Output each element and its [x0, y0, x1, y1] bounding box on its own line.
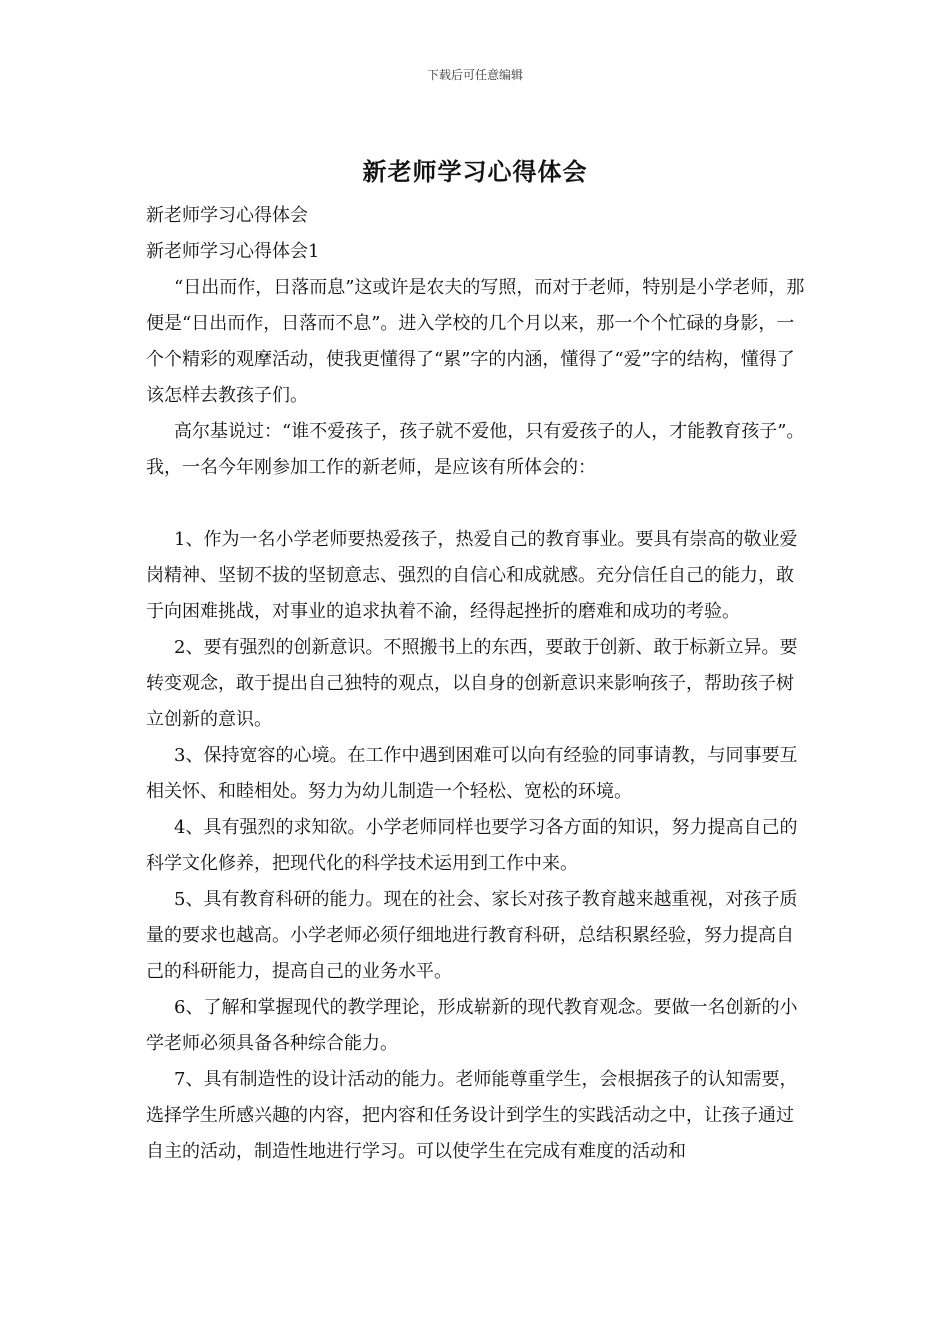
point-paragraph: 5、具有教育科研的能力。现在的社会、家长对孩子教育越来越重视，对孩子质量的要求也越高。小学老师必须仔细地进行教育科研，总结积累经验，努力提高自己的科研能力，提高自己的业务水平。 — [146, 889, 798, 982]
intro-paragraph: “日出而作，日落而息”这或许是农夫的写照，而对于老师，特别是小学老师，那便是“日出而作，日落而不息”。进入学校的几个月以来，那一个个忙碌的身影，一个个精彩的观摩活动，使我更懂得了“累”字的内涵，懂得了“爱”字的结构，懂得了该怎样去教孩子们。 — [146, 277, 805, 406]
document-body — [146, 198, 810, 1170]
header-note: 下载后可任意编辑 — [426, 68, 523, 82]
point-paragraph: 1、作为一名小学老师要热爱孩子，热爱自己的教育事业。要具有崇高的敬业爱岗精神、坚韧不拔的坚韧意志、强烈的自信心和成就感。充分信任自己的能力，敢于向困难挑战，对事业的追求执着不渝，经得起挫折的磨难和成功的考验。 — [146, 529, 798, 622]
point-paragraph: 7、具有制造性的设计活动的能力。老师能尊重学生，会根据孩子的认知需要，选择学生所感兴趣的内容，把内容和任务设计到学生的实践活动之中，让孩子通过自主的活动，制造性地进行学习。可以使学生在完成有难度的活动和 — [146, 1069, 798, 1162]
section-heading: 新老师学习心得体会1 — [146, 241, 320, 262]
intro-paragraph: 高尔基说过：“谁不爱孩子，孩子就不爱他，只有爱孩子的人，才能教育孩子”。我，一名今年刚参加工作的新老师，是应该有所体会的： — [146, 421, 805, 478]
blank-line — [146, 486, 810, 522]
point-paragraph: 3、保持宽容的心境。在工作中遇到困难可以向有经验的同事请教，与同事要互相关怀、和睦相处。努力为幼儿制造一个轻松、宽松的环境。 — [146, 745, 798, 802]
document-title: 新老师学习心得体会 — [362, 157, 588, 186]
subtitle: 新老师学习心得体会 — [146, 205, 308, 226]
point-paragraph: 6、了解和掌握现代的教学理论，形成崭新的现代教育观念。要做一名创新的小学老师必须具备各种综合能力。 — [146, 997, 798, 1054]
point-paragraph: 2、要有强烈的创新意识。不照搬书上的东西，要敢于创新、敢于标新立异。要转变观念，敢于提出自己独特的观点，以自身的创新意识来影响孩子，帮助孩子树立创新的意识。 — [146, 637, 798, 730]
point-paragraph: 4、具有强烈的求知欲。小学老师同样也要学习各方面的知识，努力提高自己的科学文化修养，把现代化的科学技术运用到工作中来。 — [146, 817, 798, 874]
